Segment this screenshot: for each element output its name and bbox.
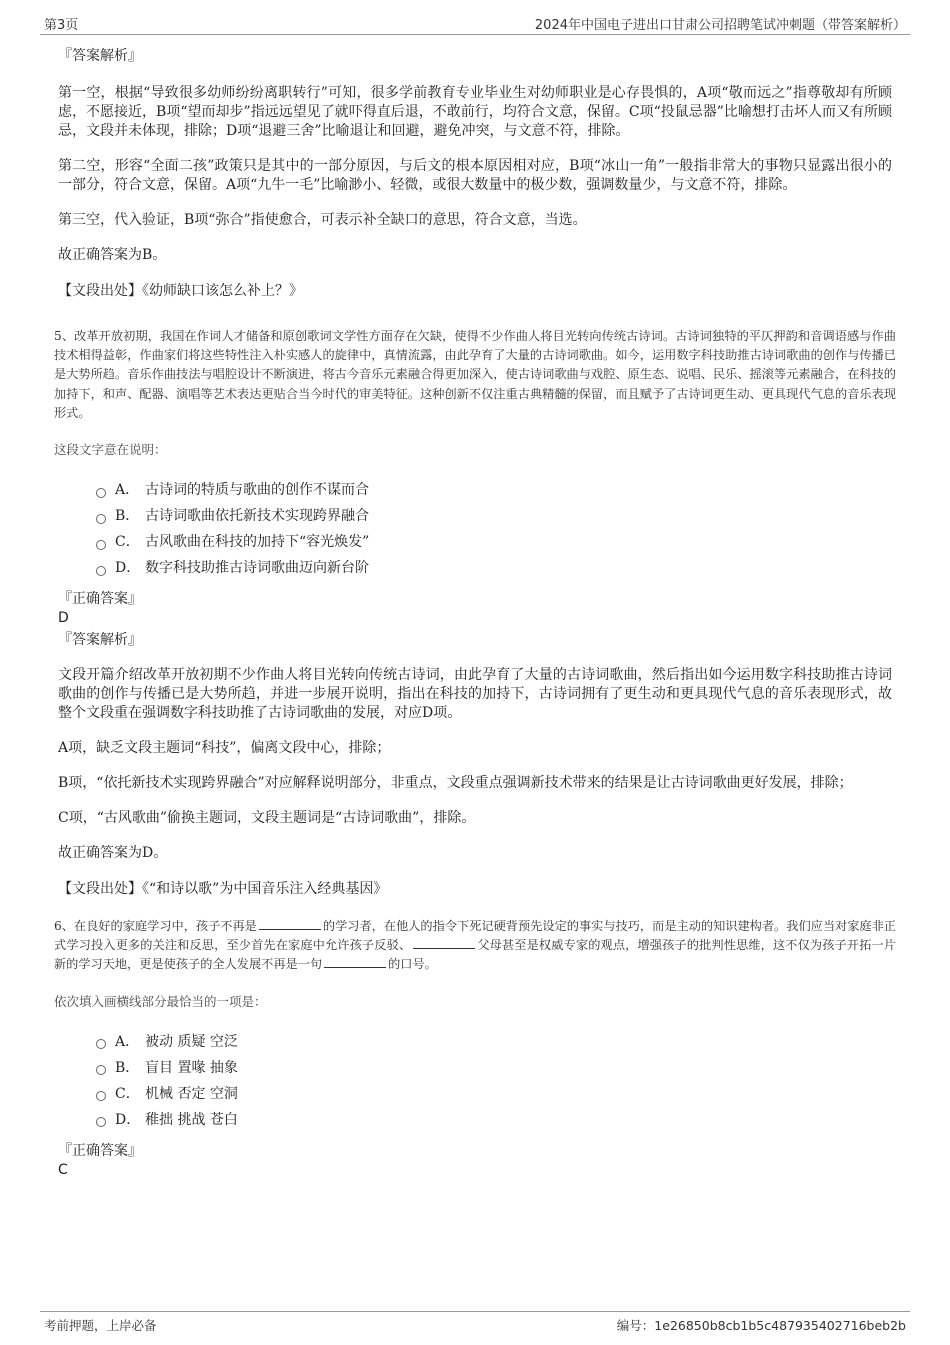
analysis-paragraph: 第二空，形容“全面二孩”政策只是其中的一部分原因，与后文的根本原因相对应，B项“冰山一角”一般指非常大的事物只显露出很小的一部分，符合文意，保留。A项“九牛一毛”比喻渺小、轻微，或很大数量中的极少数，强调数量少，与文意不符，排除。 — [58, 158, 892, 193]
page-content — [54, 46, 897, 1182]
radio-icon[interactable] — [96, 540, 106, 550]
option-letter: C． — [115, 534, 140, 551]
question-6-prompt: 依次填入画横线部分最恰当的一项是： — [54, 993, 267, 1009]
analysis-paragraph: B项，“依托新技术实现跨界融合”对应解释说明部分，非重点，文段重点强调新技术带来的结果是让古诗词歌曲更好发展，排除； — [58, 775, 853, 792]
source-citation: 【文段出处】《幼师缺口该怎么补上？》 — [58, 283, 303, 299]
option-b[interactable] — [96, 503, 892, 529]
question-5-text: 5、改革开放初期，我国在作词人才储备和原创歌词文学性方面存在欠缺，使得不少作曲人将目光转向传统古诗词。古诗词独特的平仄押韵和音调语感与作曲技术相得益彰，作曲家们将这些特性注入朴实感人的旋律中，真情流露，由此孕育了大量的古诗词歌曲。如今，运用数字科技助推古诗词歌曲的创作与传播已是大势所趋。音乐作曲技法与唱腔设计不断演进，将古今音乐元素融合得更加深入，使古诗词歌曲与戏腔、原生态、说唱、民乐、摇滚等元素融合，在科技的加持下，和声、配器、演唱等艺术表达更贴合当今时代的审美特征。这种创新不仅注重古典精髓的保留，而且赋予了古诗词更生动、更具现代气息的音乐表现形式。 — [54, 329, 896, 420]
page-footer — [40, 1311, 910, 1336]
option-letter: C． — [115, 1085, 140, 1102]
option-c[interactable] — [96, 1081, 892, 1107]
analysis-paragraph: 文段开篇介绍改革开放初期不少作曲人将目光转向传统古诗词，由此孕育了大量的古诗词歌曲，然后指出如今运用数字科技助推古诗词歌曲的创作与传播已是大势所趋，并进一步展开说明，指出在科技的加持下，古诗词拥有了更生动和更具现代气息的音乐表现形式，故整个文段重在强调数字科技助推了古诗词歌曲的发展，对应D项。 — [58, 667, 892, 722]
option-text: 古诗词歌曲依托新技术实现跨界融合 — [145, 508, 369, 525]
option-text: 稚拙 挑战 苍白 — [145, 1111, 238, 1128]
radio-icon[interactable] — [96, 1091, 106, 1101]
radio-icon[interactable] — [96, 488, 106, 498]
analysis-label: 『答案解析』 — [58, 632, 142, 649]
page-number: 第3页 — [44, 18, 79, 33]
radio-icon[interactable] — [96, 566, 106, 576]
analysis-conclusion: 故正确答案为D。 — [58, 845, 168, 862]
option-a[interactable] — [96, 1029, 892, 1055]
analysis-paragraph: A项，缺乏文段主题词“科技”，偏离文段中心，排除； — [58, 740, 391, 757]
option-d[interactable] — [96, 555, 892, 581]
option-letter: D． — [115, 1111, 141, 1128]
blank-line — [259, 918, 321, 930]
radio-icon[interactable] — [96, 514, 106, 524]
option-text: 被动 质疑 空泛 — [145, 1033, 238, 1050]
option-c[interactable] — [96, 529, 892, 555]
blank-line — [413, 937, 475, 949]
option-a[interactable] — [96, 477, 892, 503]
option-text: 盲目 置喙 抽象 — [145, 1059, 238, 1076]
footer-slogan: 考前押题，上岸必备 — [44, 1318, 157, 1333]
blank-line — [324, 956, 386, 968]
document-title: 2024年中国电子进出口甘肃公司招聘笔试冲刺题（带答案解析） — [534, 18, 906, 33]
option-letter: B． — [115, 1059, 140, 1076]
option-letter: A． — [115, 482, 140, 499]
option-letter: D． — [115, 560, 141, 577]
correct-answer-label: 『正确答案』 — [58, 1142, 142, 1159]
question-6-text: 6、在良好的家庭学习中，孩子不再是 的学习者，在他人的指令下死记硬背预先设定的事实与技巧，而是主动的知识建构者。我们应当对家庭非正式学习投入更多的关注和反思，至少首先在家庭中允许孩子反驳、 父母甚至是权威专家的观点，增强孩子的批判性思维，这不仅为孩子开拓一片新的学习天地，更是使孩子的全人发展不再是一句 的口号。 — [54, 919, 897, 972]
correct-answer: C — [58, 1161, 68, 1178]
correct-answer-label: 『正确答案』 — [58, 591, 142, 608]
option-text: 古风歌曲在科技的加持下“容光焕发” — [145, 534, 370, 551]
option-b[interactable] — [96, 1055, 892, 1081]
analysis-conclusion: 故正确答案为B。 — [58, 247, 167, 263]
question-6-options — [96, 1029, 892, 1133]
radio-icon[interactable] — [96, 1117, 106, 1127]
option-letter: B． — [115, 508, 140, 525]
analysis-label: 『答案解析』 — [58, 48, 142, 64]
correct-answer: D — [58, 610, 69, 627]
analysis-paragraph: 第三空，代入验证，B项“弥合”指使愈合，可表示补全缺口的意思，符合文意，当选。 — [58, 212, 587, 228]
radio-icon[interactable] — [96, 1039, 106, 1049]
source-citation: 【文段出处】《“和诗以歌”为中国音乐注入经典基因》 — [58, 881, 388, 898]
option-d[interactable] — [96, 1107, 892, 1133]
radio-icon[interactable] — [96, 1065, 106, 1075]
option-text: 古诗词的特质与歌曲的创作不谋而合 — [145, 482, 369, 499]
option-text: 机械 否定 空洞 — [145, 1085, 238, 1102]
analysis-paragraph: C项，“古风歌曲”偷换主题词，文段主题词是“古诗词歌曲”，排除。 — [58, 810, 476, 827]
option-text: 数字科技助推古诗词歌曲迈向新台阶 — [145, 560, 369, 577]
analysis-paragraph: 第一空，根据“导致很多幼师纷纷离职转行”可知，很多学前教育专业毕业生对幼师职业是心存畏惧的，A项“敬而远之”指尊敬却有所顾虑，不愿接近，B项“望而却步”指远远望见了就吓得直后退，不敢前行，均符合文意，保留。C项“投鼠忌器”比喻想打击坏人而又有所顾忌，文段并未体现，排除；D项“退避三舍”比喻退让和回避，避免冲突，与文意不符，排除。 — [58, 85, 892, 139]
question-5-prompt: 这段文字意在说明： — [54, 442, 167, 458]
option-letter: A． — [115, 1033, 140, 1050]
document-id: 编号：1e26850b8cb1b5c487935402716beb2b — [616, 1318, 906, 1333]
question-5-options — [96, 477, 892, 581]
page-header — [40, 12, 910, 35]
